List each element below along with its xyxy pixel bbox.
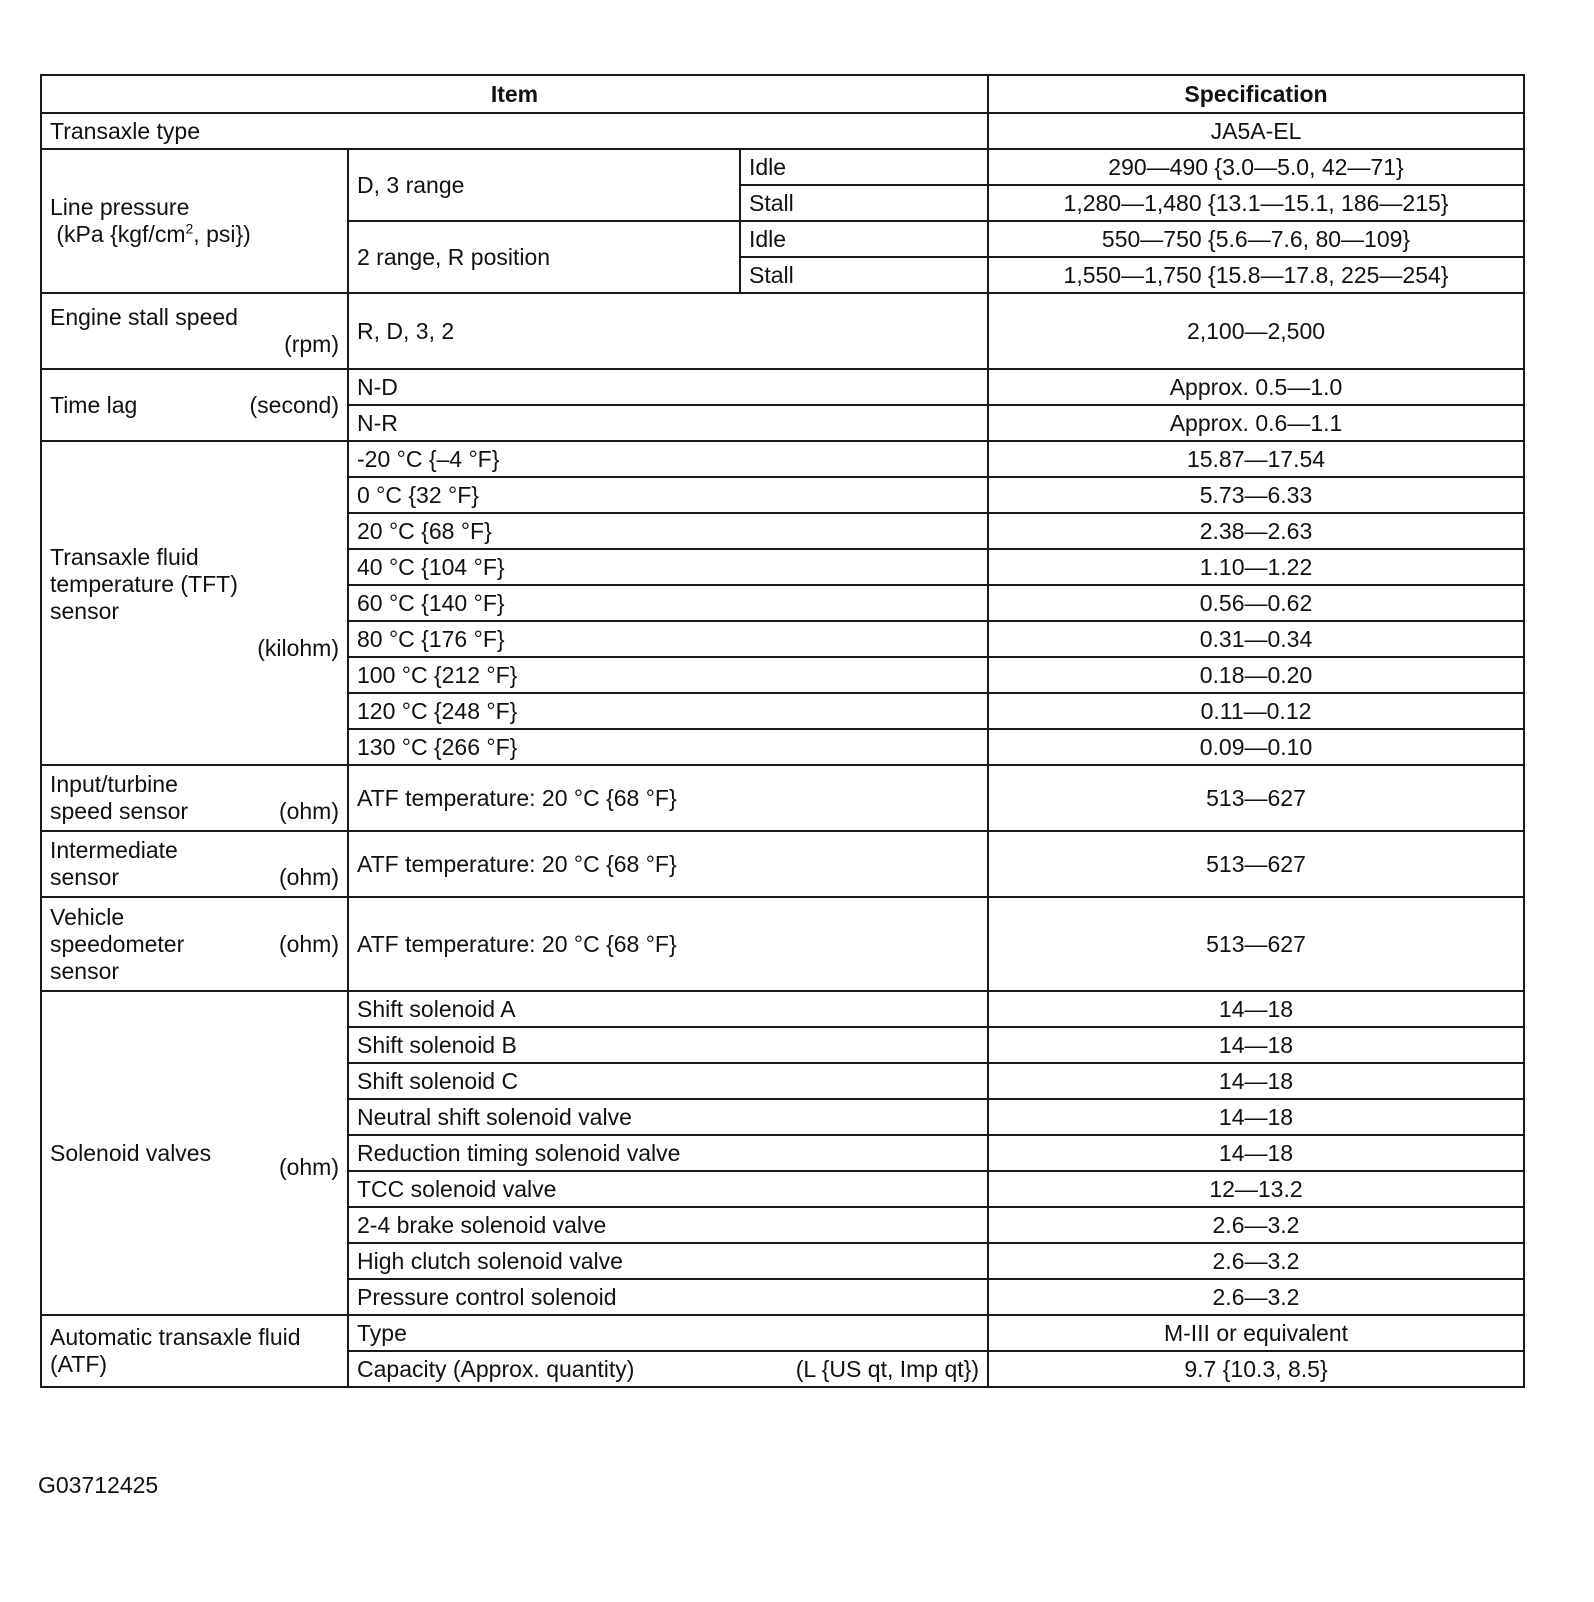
input-turbine-label: Input/turbine speed sensor (ohm)	[41, 765, 348, 831]
time-lag-value: Approx. 0.6—1.1	[988, 405, 1524, 441]
tft-value: 1.10—1.22	[988, 549, 1524, 585]
line-pressure-unit: (kPa {$kgf/cm^2$, psi})	[56, 220, 251, 247]
tft-cond: 0 °C {32 °F}	[348, 477, 988, 513]
line-pressure-range: D, 3 range	[348, 149, 740, 221]
time-lag-unit: (second)	[249, 391, 339, 418]
time-lag-cond: N-R	[348, 405, 988, 441]
time-lag-value: Approx. 0.5—1.0	[988, 369, 1524, 405]
tft-value: 0.11—0.12	[988, 693, 1524, 729]
solenoid-value: 14—18	[988, 1063, 1524, 1099]
tft-value: 5.73—6.33	[988, 477, 1524, 513]
header-item: Item	[41, 75, 988, 113]
tft-cond: 120 °C {248 °F}	[348, 693, 988, 729]
engine-stall-label: Engine stall speed (rpm)	[41, 293, 348, 369]
line-pressure-cond: Idle	[740, 221, 988, 257]
time-lag-cond: N-D	[348, 369, 988, 405]
atf-type-label: Type	[348, 1315, 988, 1351]
time-lag-label: Time lag (second)	[41, 369, 348, 441]
intermediate-cond: ATF temperature: 20 °C {68 °F}	[348, 831, 988, 897]
line-pressure-value: 550—750 {5.6—7.6, 80—109}	[988, 221, 1524, 257]
solenoid-cond: Shift solenoid A	[348, 991, 988, 1027]
intermediate-value: 513—627	[988, 831, 1524, 897]
tft-label: Transaxle fluid temperature (TFT) sensor (kilohm)	[41, 441, 348, 765]
engine-stall-unit: (rpm)	[284, 331, 339, 357]
solenoid-cond: 2-4 brake solenoid valve	[348, 1207, 988, 1243]
line-pressure-value: 1,550—1,750 {15.8—17.8, 225—254}	[988, 257, 1524, 293]
tft-cond: 20 °C {68 °F}	[348, 513, 988, 549]
header-specification: Specification	[988, 75, 1524, 113]
solenoid-value: 14—18	[988, 1135, 1524, 1171]
specification-table	[40, 74, 1525, 1388]
solenoid-cond: Shift solenoid B	[348, 1027, 988, 1063]
line-pressure-cond: Stall	[740, 185, 988, 221]
input-turbine-unit: (ohm)	[278, 798, 339, 824]
solenoid-label: Solenoid valves (ohm)	[41, 991, 348, 1315]
tft-cond: 130 °C {266 °F}	[348, 729, 988, 765]
input-turbine-value: 513—627	[988, 765, 1524, 831]
input-turbine-cond: ATF temperature: 20 °C {68 °F}	[348, 765, 988, 831]
solenoid-cond: Reduction timing solenoid valve	[348, 1135, 988, 1171]
tft-cond: -20 °C {–4 °F}	[348, 441, 988, 477]
line-pressure-cond: Stall	[740, 257, 988, 293]
atf-capacity-label: Capacity (Approx. quantity) (L {US qt, Imp qt})	[348, 1351, 988, 1387]
atf-type-value: M-III or equivalent	[988, 1315, 1524, 1351]
transaxle-type-label: Transaxle type	[41, 113, 988, 149]
vss-label: Vehicle speedometer (ohm) sensor	[41, 897, 348, 991]
tft-value: 0.18—0.20	[988, 657, 1524, 693]
line-pressure-range: 2 range, R position	[348, 221, 740, 293]
solenoid-cond: High clutch solenoid valve	[348, 1243, 988, 1279]
line-pressure-title: Line pressure	[50, 194, 190, 220]
solenoid-cond: TCC solenoid valve	[348, 1171, 988, 1207]
intermediate-unit: (ohm)	[278, 864, 339, 890]
solenoid-cond: Shift solenoid C	[348, 1063, 988, 1099]
tft-cond: 60 °C {140 °F}	[348, 585, 988, 621]
solenoid-value: 2.6—3.2	[988, 1243, 1524, 1279]
vss-unit: (ohm)	[278, 930, 339, 957]
line-pressure-value: 290—490 {3.0—5.0, 42—71}	[988, 149, 1524, 185]
solenoid-unit: (ohm)	[278, 1153, 339, 1180]
tft-value: 0.09—0.10	[988, 729, 1524, 765]
engine-stall-value: 2,100—2,500	[988, 293, 1524, 369]
solenoid-cond: Neutral shift solenoid valve	[348, 1099, 988, 1135]
solenoid-value: 14—18	[988, 1027, 1524, 1063]
line-pressure-value: 1,280—1,480 {13.1—15.1, 186—215}	[988, 185, 1524, 221]
atf-capacity-value: 9.7 {10.3, 8.5}	[988, 1351, 1524, 1387]
vss-value: 513—627	[988, 897, 1524, 991]
line-pressure-label	[41, 149, 348, 293]
solenoid-cond: Pressure control solenoid	[348, 1279, 988, 1315]
tft-value: 0.56—0.62	[988, 585, 1524, 621]
atf-capacity-unit: (L {US qt, Imp qt})	[795, 1355, 979, 1382]
tft-value: 2.38—2.63	[988, 513, 1524, 549]
tft-cond: 40 °C {104 °F}	[348, 549, 988, 585]
figure-code: G03712425	[38, 1472, 159, 1498]
atf-label: Automatic transaxle fluid (ATF)	[41, 1315, 348, 1387]
line-pressure-cond: Idle	[740, 149, 988, 185]
solenoid-value: 12—13.2	[988, 1171, 1524, 1207]
tft-cond: 80 °C {176 °F}	[348, 621, 988, 657]
solenoid-value: 14—18	[988, 991, 1524, 1027]
solenoid-value: 2.6—3.2	[988, 1207, 1524, 1243]
vss-cond: ATF temperature: 20 °C {68 °F}	[348, 897, 988, 991]
solenoid-value: 2.6—3.2	[988, 1279, 1524, 1315]
solenoid-value: 14—18	[988, 1099, 1524, 1135]
transaxle-type-value: JA5A-EL	[988, 113, 1524, 149]
tft-value: 15.87—17.54	[988, 441, 1524, 477]
tft-value: 0.31—0.34	[988, 621, 1524, 657]
tft-cond: 100 °C {212 °F}	[348, 657, 988, 693]
engine-stall-cond: R, D, 3, 2	[348, 293, 988, 369]
intermediate-label: Intermediate sensor (ohm)	[41, 831, 348, 897]
tft-unit: (kilohm)	[257, 635, 339, 661]
